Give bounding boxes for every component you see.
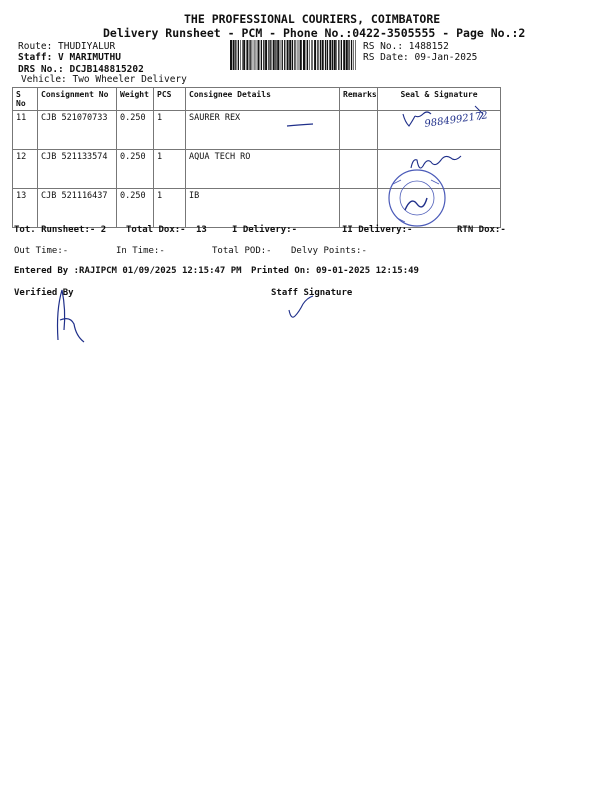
cell-consignee: IB	[186, 189, 340, 228]
barcode-bar	[317, 40, 318, 70]
barcode-bar	[312, 40, 313, 70]
signature-stroke-row12	[411, 156, 461, 168]
barcode-bar	[258, 40, 260, 70]
cell-pcs: 1	[154, 150, 186, 189]
barcode-bar	[284, 40, 285, 70]
barcode-bar	[329, 40, 331, 70]
barcode-bar	[265, 40, 267, 70]
rs-date: RS Date: 09-Jan-2025	[363, 52, 478, 63]
rs-number: RS No.: 1488152	[363, 41, 449, 52]
vehicle-label: Vehicle: Two Wheeler Delivery	[21, 74, 187, 85]
verified-by-label: Verified By	[14, 288, 74, 298]
total-runsheet: Tot. Runsheet:- 2	[14, 225, 107, 235]
barcode-bar	[325, 40, 326, 70]
runsheet-subtitle: Delivery Runsheet - PCM - Phone No.:0422-3505555 - Page No.:2	[103, 26, 526, 40]
barcode	[230, 40, 358, 70]
barcode-bar	[334, 40, 336, 70]
column-header-weight: Weight	[117, 88, 154, 111]
column-header-remarks: Remarks	[340, 88, 378, 111]
barcode-bar	[289, 40, 291, 70]
cell-consignment: CJB 521116437	[38, 189, 117, 228]
barcode-bar	[353, 40, 354, 70]
cell-weight: 0.250	[117, 150, 154, 189]
barcode-bar	[249, 40, 250, 70]
barcode-bar	[280, 40, 281, 70]
barcode-bar	[238, 40, 239, 70]
barcode-bar	[255, 40, 256, 70]
in-time-label: In Time:-	[116, 246, 165, 256]
barcode-bar	[348, 40, 349, 70]
barcode-bar	[306, 40, 307, 70]
cell-pcs: 1	[154, 111, 186, 150]
drs-number: DRS No.: DCJB148815202	[18, 64, 144, 75]
second-delivery-label: II Delivery:-	[342, 225, 413, 235]
barcode-bar	[327, 40, 328, 70]
verifier-signature	[48, 280, 108, 350]
barcode-bar	[233, 40, 235, 70]
out-time-label: Out Time:-	[14, 246, 69, 256]
barcode-bar	[277, 40, 279, 70]
barcode-bar	[311, 40, 312, 70]
cell-consignment: CJB 521070733	[38, 111, 117, 150]
staff-label: Staff: V MARIMUTHU	[18, 52, 121, 63]
barcode-bar	[242, 40, 243, 70]
column-header-consignee: Consignee Details	[186, 88, 340, 111]
return-dox-label: RTN Dox:-	[457, 225, 506, 235]
handwritten-signatures	[285, 100, 505, 235]
barcode-bar	[332, 40, 333, 70]
barcode-bar	[322, 40, 324, 70]
barcode-bar	[355, 40, 356, 70]
barcode-bar	[309, 40, 310, 70]
barcode-bar	[263, 40, 264, 70]
printed-on: Printed On: 09-01-2025 12:15:49	[251, 266, 419, 276]
barcode-bar	[314, 40, 316, 70]
barcode-bar	[275, 40, 276, 70]
barcode-bar	[230, 40, 232, 70]
barcode-bar	[297, 40, 298, 70]
barcode-bar	[346, 40, 348, 70]
barcode-bar	[256, 40, 257, 70]
barcode-bar	[300, 40, 302, 70]
barcode-bar	[338, 40, 339, 70]
barcode-bar	[250, 40, 251, 70]
cell-consignee: SAURER REX	[186, 111, 340, 150]
column-header-consignment: Consignment No	[38, 88, 117, 111]
barcode-bar	[320, 40, 321, 70]
barcode-bar	[343, 40, 345, 70]
barcode-bar	[307, 40, 308, 70]
barcode-bar	[246, 40, 248, 70]
route-label: Route: THUDIYALUR	[18, 41, 116, 52]
barcode-bar	[268, 40, 269, 70]
barcode-bar	[235, 40, 236, 70]
staff-signature-mark	[283, 290, 333, 325]
barcode-bar	[253, 40, 254, 70]
total-dox-label: Total Dox:-	[126, 225, 186, 235]
barcode-bar	[243, 40, 245, 70]
column-header-seal-signature: Seal & Signature	[378, 88, 501, 111]
cell-sno: 12	[13, 150, 38, 189]
first-delivery-label: I Delivery:-	[232, 225, 298, 235]
cell-sno: 11	[13, 111, 38, 150]
barcode-bar	[270, 40, 271, 70]
barcode-bar	[303, 40, 305, 70]
barcode-bar	[336, 40, 337, 70]
cell-pcs: 1	[154, 189, 186, 228]
barcode-bar	[292, 40, 293, 70]
cell-weight: 0.250	[117, 111, 154, 150]
entered-by: Entered By :RAJIPCM 01/09/2025 12:15:47 PM	[14, 266, 242, 276]
column-header-pcs: PCS	[154, 88, 186, 111]
barcode-bar	[282, 40, 283, 70]
cell-consignee: AQUA TECH RO	[186, 150, 340, 189]
cell-consignment: CJB 521133574	[38, 150, 117, 189]
delivery-points-label: Delvy Points:-	[291, 246, 367, 256]
cell-weight: 0.250	[117, 189, 154, 228]
barcode-bar	[299, 40, 300, 70]
barcode-bar	[287, 40, 289, 70]
barcode-bar	[273, 40, 275, 70]
column-header-sno: S No	[13, 88, 38, 111]
barcode-bar	[351, 40, 352, 70]
barcode-bar	[294, 40, 295, 70]
barcode-bar	[261, 40, 262, 70]
signature-stroke-row13	[405, 198, 427, 210]
barcode-bar	[341, 40, 342, 70]
cell-sno: 13	[13, 189, 38, 228]
handwritten-phone-number: 9884992172	[423, 110, 489, 130]
staff-signature-label: Staff Signature	[271, 288, 353, 298]
pen-stroke-mark	[287, 124, 313, 126]
total-pod-label: Total POD:-	[212, 246, 272, 256]
barcode-bar	[240, 40, 241, 70]
company-name: THE PROFESSIONAL COURIERS, COIMBATORE	[184, 12, 441, 26]
seal-stamp-outer	[389, 170, 445, 226]
total-dox-value: 13	[196, 225, 207, 235]
